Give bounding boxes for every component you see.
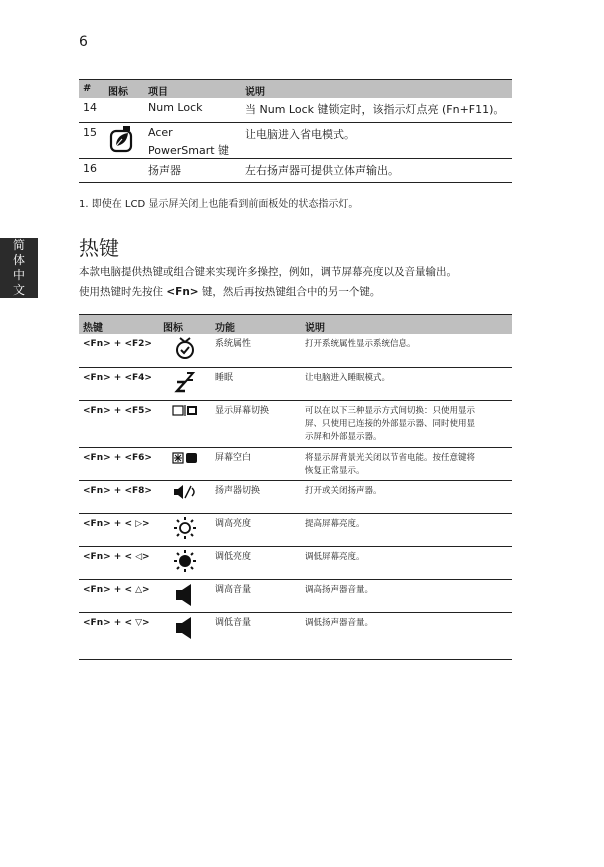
row-num: 15 bbox=[79, 122, 104, 158]
desc-line: 可以在以下三种显示方式间切换：只使用显示 bbox=[305, 405, 476, 416]
desc-cell: 调低扬声器音量。 bbox=[301, 612, 512, 659]
function-cell: 屏幕空白 bbox=[211, 447, 301, 480]
side-tab-char: 中 bbox=[12, 268, 25, 282]
header-hotkey: 热键 bbox=[79, 315, 159, 335]
indicator-table bbox=[79, 79, 512, 183]
hotkey-cell: <Fn> + <F6> bbox=[79, 447, 159, 480]
table-row bbox=[79, 447, 512, 480]
table-row bbox=[79, 400, 512, 447]
intro-line bbox=[79, 284, 380, 299]
desc-cell: 调低屏幕亮度。 bbox=[301, 546, 512, 579]
desc-cell: 调高扬声器音量。 bbox=[301, 579, 512, 612]
hotkey-cell: <Fn> + < ◁> bbox=[79, 546, 159, 579]
desc-cell: 打开系统属性显示系统信息。 bbox=[301, 334, 512, 367]
table-row bbox=[79, 367, 512, 400]
row-desc: 让电脑进入省电模式。 bbox=[241, 122, 512, 158]
row-desc: 左右扬声器可提供立体声输出。 bbox=[241, 158, 512, 182]
system-properties-icon bbox=[174, 336, 196, 360]
row-num: 14 bbox=[79, 98, 104, 122]
table-row bbox=[79, 158, 512, 182]
row-desc: 当 Num Lock 键锁定时，该指示灯点亮 (Fn+F11)。 bbox=[241, 98, 512, 122]
hotkey-cell: <Fn> + <F8> bbox=[79, 480, 159, 513]
hotkey-cell: <Fn> + <F2> bbox=[79, 334, 159, 367]
table-row bbox=[79, 612, 512, 659]
footnote: 1. 即使在 LCD 显示屏关闭上也能看到前面板处的状态指示灯。 bbox=[79, 199, 359, 210]
row-item: Num Lock bbox=[144, 98, 241, 122]
language-side-tab bbox=[0, 238, 38, 298]
fn-key-label: <Fn> bbox=[166, 286, 199, 298]
table-header-row bbox=[79, 80, 512, 99]
hotkey-cell: <Fn> + < ▷> bbox=[79, 513, 159, 546]
desc-line: 将显示屏背景光关闭以节省电能。按任意键将 bbox=[305, 452, 476, 463]
side-tab-char: 文 bbox=[12, 283, 25, 297]
row-icon-empty bbox=[104, 158, 144, 182]
header-icon: 图标 bbox=[104, 80, 144, 99]
table-row bbox=[79, 480, 512, 513]
function-cell: 睡眠 bbox=[211, 367, 301, 400]
leaf-battery-icon bbox=[108, 124, 134, 154]
function-cell: 显示屏幕切换 bbox=[211, 400, 301, 447]
function-cell: 调低音量 bbox=[211, 612, 301, 659]
table-header-row bbox=[79, 315, 512, 335]
hotkey-cell: <Fn> + <F5> bbox=[79, 400, 159, 447]
hotkey-cell: <Fn> + < △> bbox=[79, 579, 159, 612]
function-cell: 调低亮度 bbox=[211, 546, 301, 579]
table-row bbox=[79, 122, 512, 158]
volume-up-icon bbox=[174, 582, 196, 608]
header-num: # bbox=[79, 80, 104, 99]
desc-cell: 打开或关闭扬声器。 bbox=[301, 480, 512, 513]
header-function: 功能 bbox=[211, 315, 301, 335]
row-item: 扬声器 bbox=[144, 158, 241, 182]
table-row bbox=[79, 98, 512, 122]
screen-blank-icon bbox=[172, 450, 198, 468]
desc-cell: 提高屏幕亮度。 bbox=[301, 513, 512, 546]
sleep-icon bbox=[174, 370, 196, 394]
header-desc: 说明 bbox=[241, 80, 512, 99]
desc-cell: 让电脑进入睡眠模式。 bbox=[301, 367, 512, 400]
table-row bbox=[79, 334, 512, 367]
hotkey-cell: <Fn> + < ▽> bbox=[79, 612, 159, 659]
function-cell: 扬声器切换 bbox=[211, 480, 301, 513]
header-icon: 图标 bbox=[159, 315, 211, 335]
header-item: 项目 bbox=[144, 80, 241, 99]
row-num: 16 bbox=[79, 158, 104, 182]
desc-line: 恢复正常显示。 bbox=[305, 465, 365, 476]
side-tab-char: 体 bbox=[12, 253, 25, 267]
brightness-down-icon bbox=[173, 549, 197, 573]
intro-text: 键，然后再按热键组合中的另一个键。 bbox=[201, 286, 381, 298]
side-tab-char: 简 bbox=[12, 238, 25, 252]
display-toggle-icon bbox=[172, 403, 198, 419]
hotkey-cell: <Fn> + <F4> bbox=[79, 367, 159, 400]
intro-text: 使用热键时先按住 bbox=[79, 286, 163, 298]
header-desc: 说明 bbox=[301, 315, 512, 335]
desc-line: 示屏和外部显示器。 bbox=[305, 431, 382, 442]
intro-line: 本款电脑提供热键或组合键来实现许多操控，例如，调节屏幕亮度以及音量输出。 bbox=[79, 266, 457, 278]
table-row bbox=[79, 513, 512, 546]
function-cell: 调高亮度 bbox=[211, 513, 301, 546]
row-icon-empty bbox=[104, 98, 144, 122]
row-item-line: PowerSmart 键 bbox=[148, 143, 230, 157]
brightness-up-icon bbox=[173, 516, 197, 540]
table-row bbox=[79, 546, 512, 579]
row-icon bbox=[104, 122, 144, 158]
row-item-line: Acer bbox=[148, 125, 173, 139]
table-row bbox=[79, 579, 512, 612]
page-number: 6 bbox=[79, 34, 88, 50]
hotkey-table bbox=[79, 314, 512, 660]
section-title: 热键 bbox=[79, 236, 119, 260]
desc-line: 屏、只使用已连接的外部显示器、同时使用显 bbox=[305, 418, 476, 429]
function-cell: 调高音量 bbox=[211, 579, 301, 612]
speaker-toggle-icon bbox=[172, 483, 198, 501]
volume-down-icon bbox=[174, 615, 196, 641]
function-cell: 系统属性 bbox=[211, 334, 301, 367]
